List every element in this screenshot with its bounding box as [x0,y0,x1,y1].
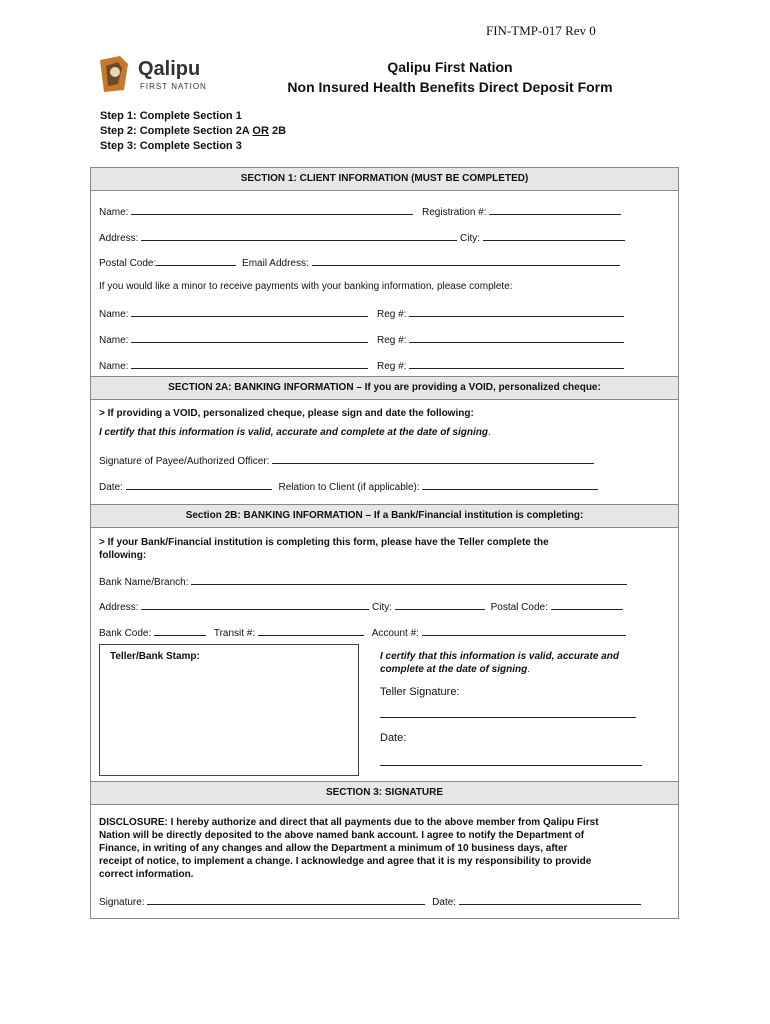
transit-field[interactable] [258,626,364,636]
teller-signature-row [380,708,636,721]
client-name-field[interactable] [131,205,413,215]
relation-field[interactable] [422,480,598,490]
minor-reg-field-2[interactable] [409,333,624,343]
client-city-field[interactable] [483,231,625,241]
client-address-field[interactable] [141,231,457,241]
step-3: Step 3: Complete Section 3 [100,140,242,152]
bank-postal-field[interactable] [551,600,623,610]
minor-row-1: Name: Reg #: [99,307,624,320]
payee-signature-field[interactable] [272,454,594,464]
client-address-row: Address: City: [99,231,625,244]
bank-city-field[interactable] [395,600,485,610]
postal-email-row: Postal Code: Email Address: [99,256,620,269]
section-2a-header: SECTION 2A: BANKING INFORMATION – If you are providing a VOID, personalized cheque: [91,376,678,400]
disclosure-text: DISCLOSURE: I hereby authorize and direct that all payments due to the above member from Qalipu First Nation will be directly deposited to the above named bank account. I agree to notify the Department of Finance, in writing of any changes and allow the Department a minimum of 10 business days, after receipt of notice, to implement a change. I acknowledge and agree that it is my responsibility to provide correct information. [99,817,599,880]
bank-code-field[interactable] [154,626,206,636]
minor-name-field-2[interactable] [131,333,368,343]
section-2b-instruction-1: > If your Bank/Financial institution is completing this form, please have the Teller complete the [99,537,549,548]
teller-stamp-box[interactable] [99,644,359,776]
minor-reg-field-1[interactable] [409,307,624,317]
step-2: Step 2: Complete Section 2A OR 2B [100,125,287,137]
logo-name: Qalipu [138,58,201,80]
account-field[interactable] [422,626,626,636]
step-1: Step 1: Complete Section 1 [100,110,242,122]
minor-row-2: Name: Reg #: [99,333,624,346]
payee-date-field[interactable] [126,480,272,490]
section-2b-header: Section 2B: BANKING INFORMATION – If a Bank/Financial institution is completing: [91,504,678,528]
bank-name-field[interactable] [191,575,627,585]
qalipu-logo [98,54,218,96]
logo-emblem-icon [98,54,134,94]
teller-signature-field[interactable] [380,708,636,718]
final-date-field[interactable] [459,895,641,905]
teller-date-row [380,756,642,769]
date-relation-row: Date: Relation to Client (if applicable): [99,480,598,493]
document-id: FIN-TMP-017 Rev 0 [486,23,596,38]
bank-name-row: Bank Name/Branch: [99,575,627,588]
section-1-header: SECTION 1: CLIENT INFORMATION (MUST BE COMPLETED) [91,168,678,191]
form-subtitle: Non Insured Health Benefits Direct Deposit Form [287,79,613,95]
section-2a-instruction: > If providing a VOID, personalized cheque, please sign and date the following: [99,408,474,419]
final-signature-field[interactable] [147,895,425,905]
minor-name-field-3[interactable] [131,359,368,369]
final-signature-row: Signature: Date: [99,895,641,908]
bank-address-row: Address: City: Postal Code: [99,600,623,613]
minor-row-3: Name: Reg #: [99,359,624,372]
logo-subtitle: FIRST NATION [140,82,207,91]
teller-stamp-label: Teller/Bank Stamp: [110,651,200,662]
teller-certify-1: I certify that this information is valid, accurate and [380,651,619,662]
form-title: Qalipu First Nation [387,59,513,75]
client-email-field[interactable] [312,256,620,266]
section-2a-certify: I certify that this information is valid, accurate and complete at the date of signing. [99,427,491,438]
teller-date-field[interactable] [380,756,642,766]
minor-note: If you would like a minor to receive payments with your banking information, please complete: [99,281,513,292]
registration-field[interactable] [489,205,621,215]
bank-codes-row: Bank Code: Transit #: Account #: [99,626,626,639]
section-2b-instruction-2: following: [99,550,147,561]
section-3-header: SECTION 3: SIGNATURE [91,781,678,805]
teller-signature-label: Teller Signature: [380,686,460,698]
payee-signature-row: Signature of Payee/Authorized Officer: [99,454,594,467]
form-table [90,167,679,919]
teller-date-label: Date: [380,732,407,744]
bank-address-field[interactable] [141,600,369,610]
teller-certify-2: complete at the date of signing. [380,664,531,675]
minor-name-field-1[interactable] [131,307,368,317]
client-name-row: Name: Registration #: [99,205,621,218]
client-postal-field[interactable] [156,256,236,266]
minor-reg-field-3[interactable] [409,359,624,369]
steps-list [100,109,286,154]
